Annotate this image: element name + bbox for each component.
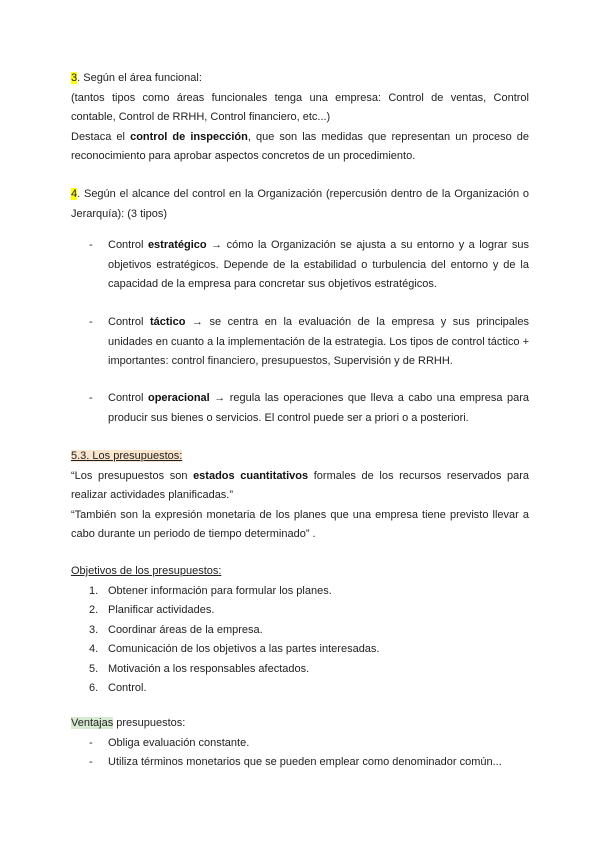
list-item: - Obliga evaluación constante.: [71, 734, 529, 754]
section-4-title: 4. Según el alcance del control en la Organización (repercusión dentro de la Organización o Jerarquía): (3 tipos): [71, 188, 529, 220]
quote-1: “Los presupuestos son estados cuantitativos formales de los recursos reservados para realizar actividades planificadas.”: [71, 469, 529, 501]
section-4: [71, 185, 529, 224]
ventajas-list: [71, 734, 529, 773]
list-item: 4. Comunicación de los objetivos a las partes interesadas.: [89, 643, 380, 655]
control-tactico-item: - Control táctico → se centra en la evaluación de la empresa y sus principales unidades en cuanto a la implementación de la estrategia. Los tipos de control táctico + importantes: control financiero, presupuestos, Supervisión y de RRHH.: [71, 313, 529, 372]
ventajas-section: [71, 714, 529, 773]
list-item: 3. Coordinar áreas de la empresa.: [89, 623, 263, 636]
section-3-description: (tantos tipos como áreas funcionales tenga una empresa: Control de ventas, Control contable, Control de RRHH, Control financiero, etc...): [71, 91, 529, 123]
section-3-title: 3. Según el área funcional:: [71, 72, 202, 84]
ventajas-heading: Ventajas presupuestos:: [71, 717, 186, 729]
list-item: 1. Obtener información para formular los planes.: [89, 584, 332, 597]
section-5-3: [71, 447, 529, 545]
section-3: [71, 69, 529, 167]
section-4-number: 4: [71, 188, 78, 200]
objetivos-heading: Objetivos de los presupuestos:: [71, 565, 222, 577]
quote-2: “También son la expresión monetaria de los planes que una empresa tiene previsto llevar a cabo durante un periodo de tiempo determinado” .: [71, 508, 529, 540]
list-item: 5. Motivación a los responsables afectados.: [89, 662, 310, 675]
objetivos-list: [71, 582, 529, 699]
control-operacional-item: - Control operacional → regula las operaciones que lleva a cabo una empresa para producir sus bienes o servicios. El control puede ser a priori o a posteriori.: [71, 389, 529, 428]
section-3-number: 3: [71, 72, 78, 84]
objetivos-section: [71, 562, 529, 699]
section-3-paragraph: Destaca el control de inspección, que son las medidas que representan un proceso de reconocimiento para aprobar aspectos concretos de un procedimiento.: [71, 130, 530, 162]
list-item: 6. Control.: [89, 682, 147, 694]
list-item: 2. Planificar actividades.: [89, 604, 215, 616]
section-5-3-heading: 5.3. Los presupuestos:: [71, 450, 183, 462]
control-estrategico-item: - Control estratégico → cómo la Organización se ajusta a su entorno y a lograr sus objetivos estratégicos. Depende de la estabilidad o turbulencia del entorno y de la capacidad de la empresa para concretar sus objetivos estratégicos.: [71, 236, 529, 295]
list-item: - Utiliza términos monetarios que se pueden emplear como denominador común...: [71, 753, 529, 773]
